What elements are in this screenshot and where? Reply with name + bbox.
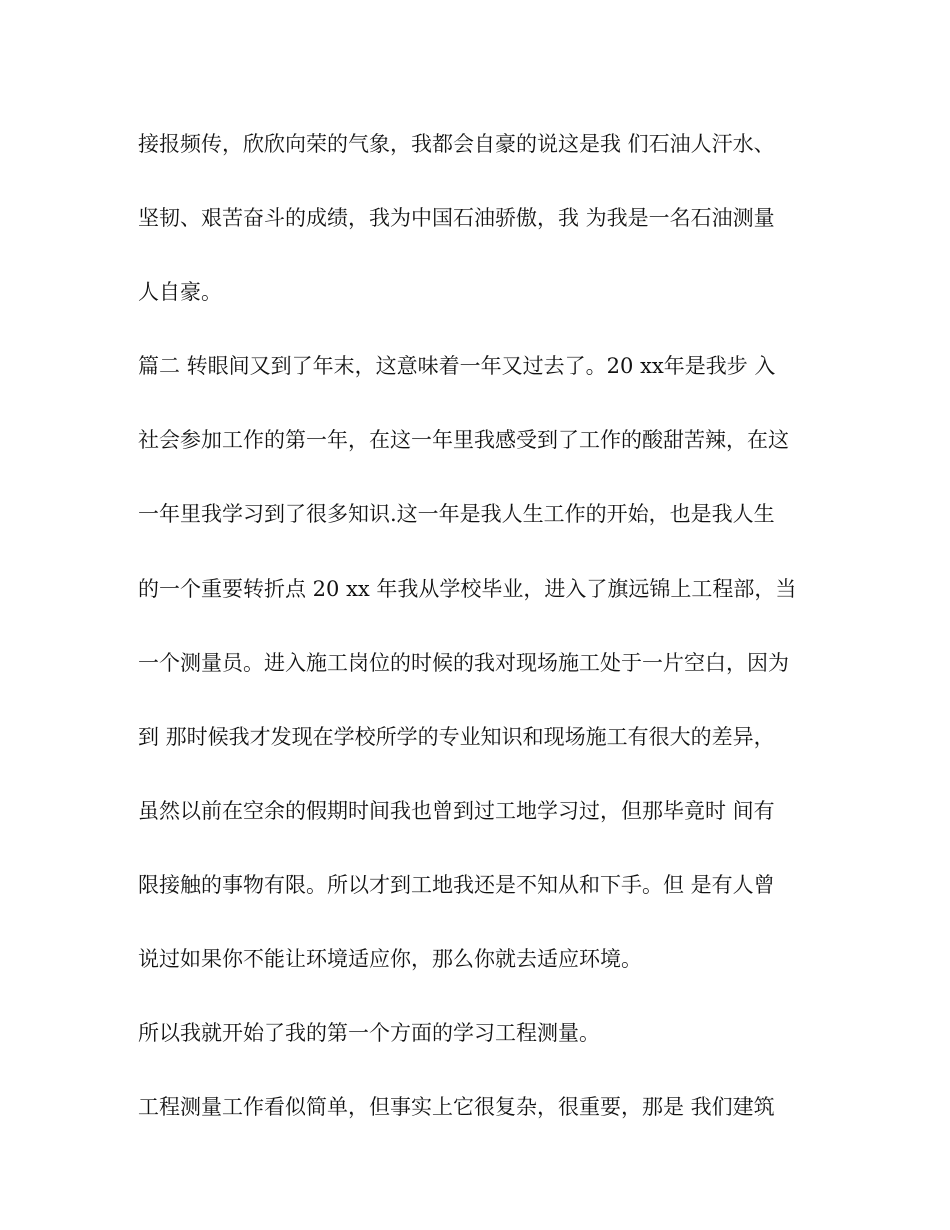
text-line: 所以我就开始了我的第一个方面的学习工程测量。 <box>138 1021 600 1046</box>
text-line: 工程测量工作看似简单，但事实上它很复杂，很重要，那是 我们建筑 <box>138 1095 775 1120</box>
text-line: 社会参加工作的第一年，在这一年里我感受到了工作的酸甜苦辣，在这 <box>138 428 789 453</box>
text-line: 一年里我学习到了很多知识.这一年是我人生工作的开始，也是我人生 <box>138 502 775 527</box>
text-line: 一个测量员。进入施工岗位的时候的我对现场施工处于一片空白，因为 <box>138 650 789 675</box>
text-line: 限接触的事物有限。所以才到工地我还是不知从和下手。但 是有人曾 <box>138 872 775 897</box>
text-line: 接报频传，欣欣向荣的气象，我都会自豪的说这是我 们石油人汗水、 <box>138 132 775 156</box>
document-body <box>138 124 828 1161</box>
text-line: 人自豪。 <box>138 280 222 305</box>
text-line: 坚韧、艰苦奋斗的成绩，我为中国石油骄傲，我 为我是一名石油测量 <box>138 206 775 231</box>
text-line: 虽然以前在空余的假期时间我也曾到过工地学习过，但那毕竟时 间有 <box>138 798 775 823</box>
text-line: 说过如果你不能让环境适应你，那么你就去适应环境。 <box>138 947 642 972</box>
text-line: 篇二 转眼间又到了年末，这意味着一年又过去了。20 xx年是我步 入 <box>138 354 776 379</box>
text-line: 到 那时候我才发现在学校所学的专业知识和现场施工有很大的差异， <box>138 724 775 749</box>
text-line: 的一个重要转折点 20 xx 年我从学校毕业，进入了旗远锦上工程部，当 <box>138 576 797 601</box>
